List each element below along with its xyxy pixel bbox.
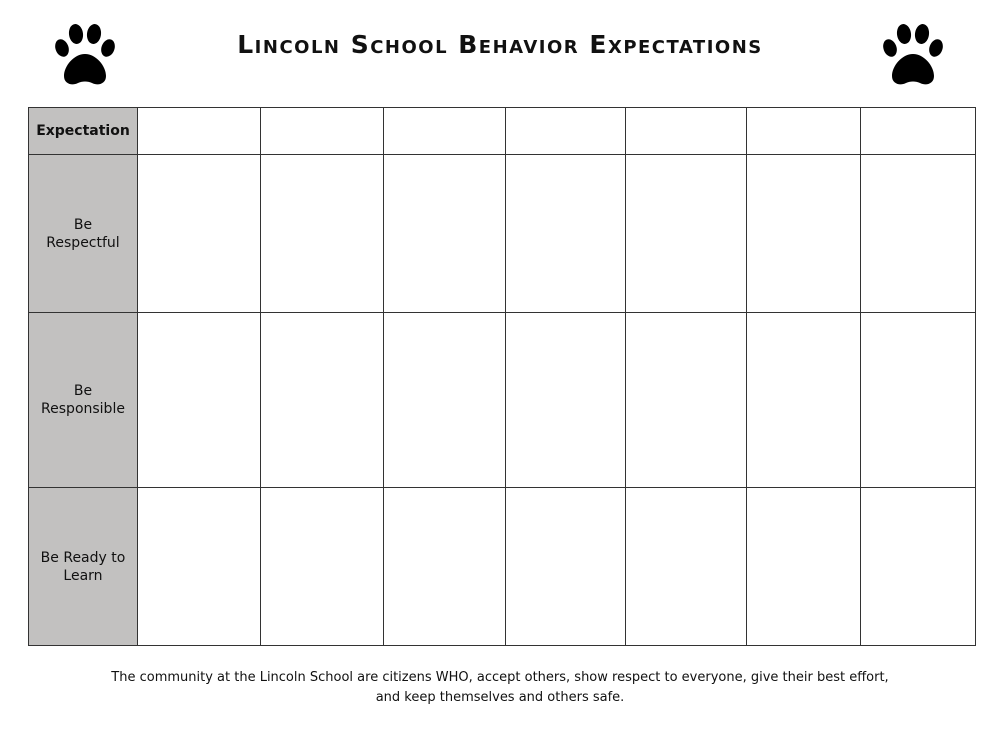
table-cell: [261, 488, 384, 646]
row-label-respectful: Be Respectful: [46, 216, 120, 251]
table-cell: [138, 488, 261, 646]
paw-print-icon: [52, 22, 118, 88]
paw-print-icon: [880, 22, 946, 88]
table-cell: [626, 488, 747, 646]
table-cell: [747, 155, 861, 313]
expectations-table: [28, 107, 976, 646]
table-row: [29, 488, 976, 646]
table-cell: [626, 313, 747, 488]
row-label-ready-to-learn: Be Ready to Learn: [40, 549, 126, 584]
row-label-cell: [29, 488, 138, 646]
table-cell: [261, 155, 384, 313]
table-cell: [506, 488, 626, 646]
table-cell: [861, 313, 976, 488]
header-cell: [138, 108, 261, 155]
table-cell: [747, 488, 861, 646]
table-cell: [384, 155, 506, 313]
header-cell: [506, 108, 626, 155]
table-cell: [626, 155, 747, 313]
table-cell: [861, 155, 976, 313]
table-header-row: [29, 108, 976, 155]
expectation-header-label: Expectation: [36, 123, 130, 139]
table-cell: [506, 155, 626, 313]
table-cell: [261, 313, 384, 488]
table-row: [29, 155, 976, 313]
header-cell: [861, 108, 976, 155]
header-cell: [747, 108, 861, 155]
row-label-cell: [29, 313, 138, 488]
header-cell: [261, 108, 384, 155]
header-cell: [384, 108, 506, 155]
table-cell: [861, 488, 976, 646]
table-cell: [747, 313, 861, 488]
community-statement: The community at the Lincoln School are citizens WHO, accept others, show respect to everyone, give their best effort, and keep themselves and others safe.: [111, 670, 889, 705]
table-row: [29, 313, 976, 488]
table-cell: [384, 313, 506, 488]
table-cell: [384, 488, 506, 646]
table-cell: [138, 313, 261, 488]
row-label-cell: [29, 155, 138, 313]
page-title: Lincoln School Behavior Expectations: [237, 30, 763, 59]
expectation-header-cell: [29, 108, 138, 155]
row-label-responsible: Be Responsible: [41, 383, 125, 417]
header-cell: [626, 108, 747, 155]
table-cell: [506, 313, 626, 488]
table-cell: [138, 155, 261, 313]
